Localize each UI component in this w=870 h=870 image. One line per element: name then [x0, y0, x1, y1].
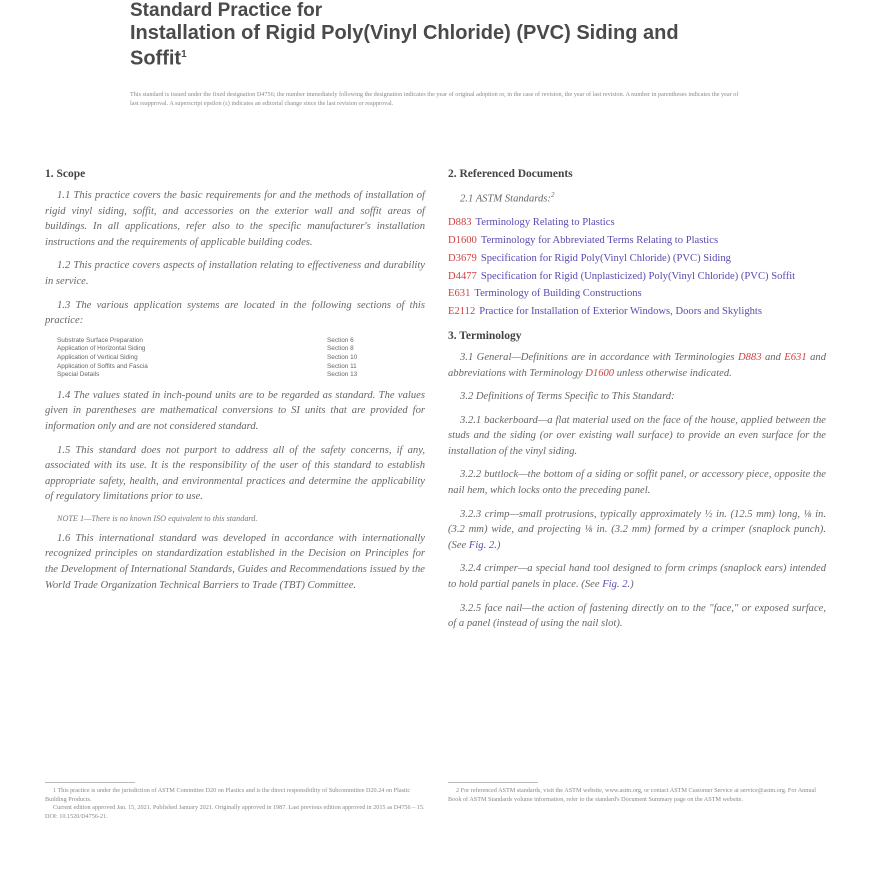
ref-link-d1600[interactable]: D1600 Terminology for Abbreviated Terms Relating to Plastics [448, 234, 719, 246]
toc-row: Special Details Section 13 [57, 371, 358, 379]
footnote-2: 2 For referenced ASTM standards, visit the ASTM website, www.astm.org, or contact ASTM Customer Service at service@astm.org. For Annual Book of ASTM Standards volume information, refer to the standard's Document Summary page on the ASTM website. [448, 787, 816, 803]
toc-row: Application of Soffits and Fascia Section 11 [57, 362, 357, 370]
para-3-1: 3.1 General—Definitions are in accordance with Terminologies D883 and E631 and abbreviations with Terminology D1600 unless otherwise indicated. [448, 351, 826, 379]
footnote-rule [45, 782, 135, 783]
footnote-rule [448, 782, 538, 783]
section-3-heading: 3. Terminology [448, 329, 522, 342]
para-3-2-2: 3.2.2 buttlock—the bottom of a siding or soffit panel, or accessory piece, opposite the nail hem, which locks onto the preceding panel. [448, 469, 826, 497]
ref-link-d4477[interactable]: D4477 Specification for Rigid (Unplasticized) Poly(Vinyl Chloride) (PVC) Soffit [448, 270, 796, 282]
ref-link-d3679[interactable]: D3679 Specification for Rigid Poly(Vinyl Chloride) (PVC) Siding [448, 252, 731, 264]
para-3-2-1: 3.2.1 backerboard—a flat material used on the face of the house, applied between the studs and the siding (or over existing wall surface) to provide an even surface for the installation of the vinyl siding. [448, 414, 826, 457]
section-2-heading: 2. Referenced Documents [448, 168, 573, 180]
title-block [130, 0, 770, 70]
para-3-2-4: 3.2.4 crimper—a special hand tool designed to form crimps (snaplock ears) intended to hold partial panels in place. (See Fig. 2.) [448, 563, 826, 591]
toc-row: Application of Vertical Siding Section 10 [57, 353, 358, 361]
right-column [448, 168, 826, 640]
link-e631[interactable]: E631 [784, 351, 807, 363]
para-1-1: 1.1 This practice covers the basic requirements for and the methods of installation of rigid vinyl siding, soffit, and accessories on the exterior wall and soffit areas of buildings. In all applications, refer also to the specific manufacturer's installation instructions and the requirements of applicable building codes. [45, 190, 425, 248]
left-column [45, 168, 425, 601]
para-3-2: 3.2 Definitions of Terms Specific to This Standard: [460, 391, 675, 403]
toc-row: Application of Horizontal Siding Section 8 [57, 345, 354, 353]
note-1: NOTE 1—There is no known ISO equivalent to this standard. [57, 513, 258, 523]
footnotes-right [448, 782, 826, 804]
link-d883[interactable]: D883 [737, 351, 762, 363]
para-2-1: 2.1 ASTM Standards:$^2$ [460, 191, 555, 205]
title-footnote-mark: 1 [181, 49, 187, 60]
issued-note: This standard is issued under the fixed designation D4756; the number immediately following the designation indicates the year of original adoption or, in the case of revision, the year of last revision. A number in parentheses indicates the year of last reapproval. A superscript epsilon (ε) indicates an editorial change since the last revision or reapproval. [130, 91, 739, 107]
title-line-2: Installation of Rigid Poly(Vinyl Chloride) (PVC) Siding and [130, 22, 679, 44]
footnotes-left [45, 782, 425, 822]
title-line-3: Soffit$^1$ [130, 47, 187, 70]
ref-link-e2112[interactable]: E2112 Practice for Installation of Exterior Windows, Doors and Skylights [448, 306, 762, 318]
link-fig-2[interactable]: Fig. 2. [468, 539, 497, 551]
para-3-2-3: 3.2.3 crimp—small protrusions, typically approximately ½ in. (12.5 mm) long, ⅛ in. (3.2 mm) wide, and projecting ⅛ in. (3.2 mm) formed by a crimper (snaplock punch). (See Fig. 2.) [448, 508, 826, 551]
ref-link-d883[interactable]: D883 Terminology Relating to Plastics [448, 217, 615, 229]
link-d1600[interactable]: D1600 [585, 367, 615, 379]
toc-row: Substrate Surface Preparation Section 6 [57, 336, 354, 344]
footnote-1-edition: Current edition approved Jan. 15, 2021. Published January 2021. Originally approved in 1987. Last previous edition approved in 2015 as D4756 – 15. DOI: 10.1520/D4756-21. [45, 804, 425, 821]
para-1-3: 1.3 The various application systems are located in the following sections of this practice: [45, 299, 425, 327]
ref-link-e631[interactable]: E631 Terminology of Building Constructions [448, 288, 642, 300]
para-1-2: 1.2 This practice covers aspects of installation relating to effectiveness and durability in service. [45, 260, 425, 287]
title-line-1: Standard Practice for [130, 0, 323, 21]
para-1-5: 1.5 This standard does not purport to address all of the safety concerns, if any, associated with its use. It is the responsibility of the user of this standard to establish appropriate safety, health, and environmental practices and determine the applicability of regulatory limitations prior to use. [45, 444, 425, 503]
section-1-heading: 1. Scope [45, 168, 86, 180]
para-1-4: 1.4 The values stated in inch-pound units are to be regarded as standard. The values given in parentheses are mathematical conversions to SI units that are provided for information only and are not considered standard. [45, 389, 425, 432]
footnote-1: 1 This practice is under the jurisdiction of ASTM Committee D20 on Plastics and is the direct responsibility of Subcommittee D20.24 on Plastic Building Products. [45, 787, 411, 803]
para-1-6: 1.6 This international standard was developed in accordance with internationally recognized principles on standardization established in the Decision on Principles for the Development of International Standards, Guides and Recommendations issued by the World Trade Organization Technical Barriers to Trade (TBT) Committee. [45, 532, 425, 591]
para-3-2-5: 3.2.5 face nail—the action of fastening directly on to the "face," or exposed surface, of a panel (instead of using the nail slot). [448, 602, 826, 630]
section-toc [57, 337, 377, 380]
link-fig-2[interactable]: Fig. 2. [602, 579, 631, 591]
